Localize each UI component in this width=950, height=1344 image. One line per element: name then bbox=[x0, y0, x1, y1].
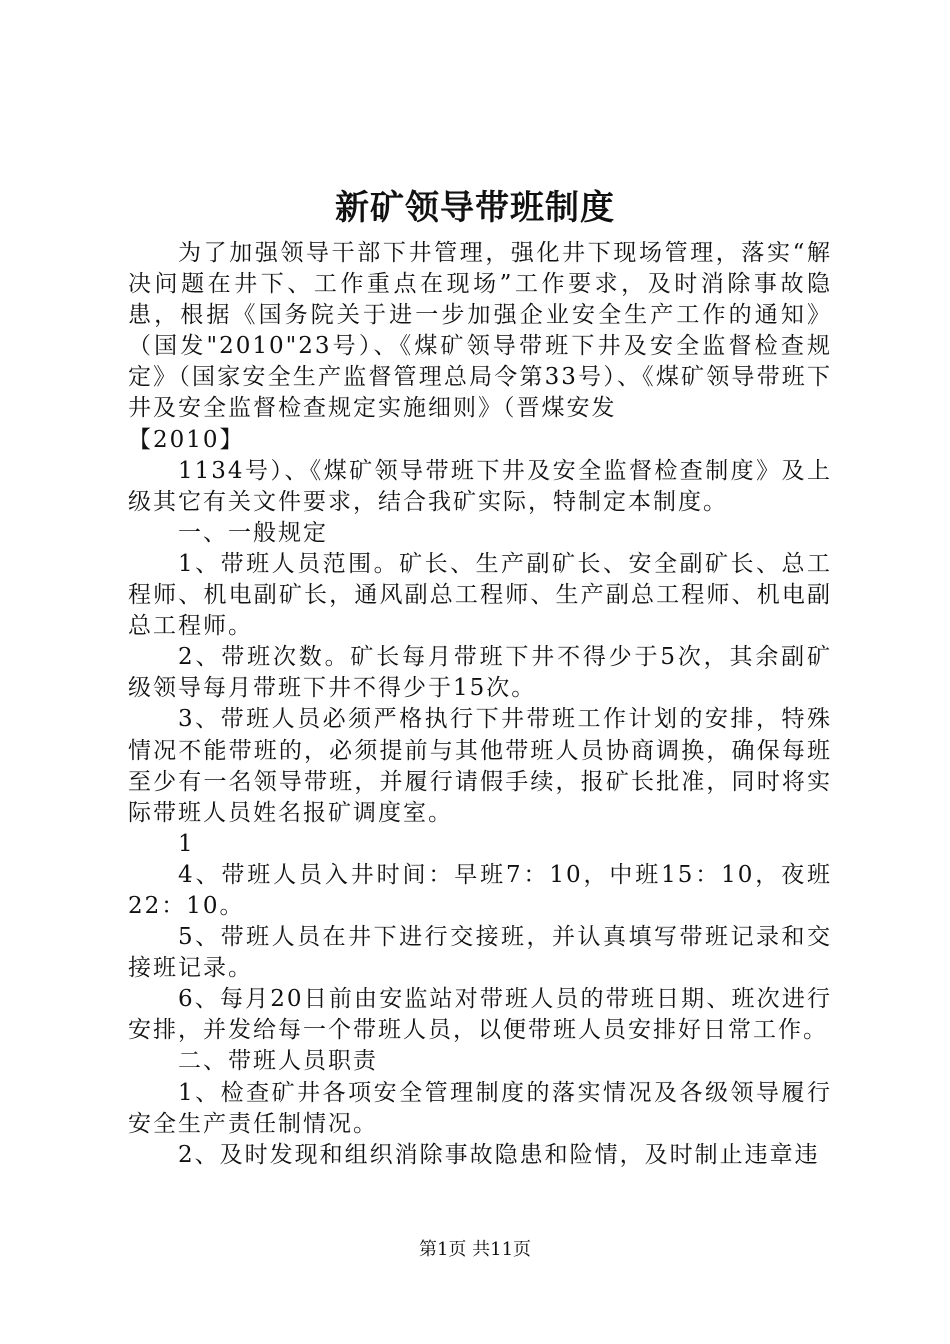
section-heading-general: 一、一般规定 bbox=[178, 519, 328, 546]
paragraph-item-4: 4、带班人员入井时间：早班7：10，中班15：10，夜班22：10。 bbox=[128, 861, 832, 919]
section-heading-duties: 二、带班人员职责 bbox=[178, 1048, 378, 1075]
paragraph-intro: 为了加强领导干部下井管理，强化井下现场管理，落实“解决问题在井下、工作重点在现场”工作要求，及时消除事故隐患，根据《国务院关于进一步加强企业安全生产工作的通知》（国发"2010"23号）、《煤矿领导带班下井及安全监督检查规定》（国家安全生产监督管理总局令第33号）、《煤矿领导带班下井及安全监督检查规定实施细则》（晋煤安发 bbox=[128, 240, 832, 422]
paragraph-item-1: 1、带班人员范围。矿长、生产副矿长、安全副矿长、总工程师、机电副矿长，通风副总工程师、生产副总工程师、机电副总工程师。 bbox=[128, 550, 832, 640]
stray-page-number: 1 bbox=[178, 830, 195, 857]
page-footer: 第1页 共11页 bbox=[418, 1239, 532, 1260]
paragraph-item-2: 2、带班次数。矿长每月带班下井不得少于5次，其余副矿级领导每月带班下井不得少于15次。 bbox=[128, 644, 832, 702]
paragraph-intro-continued: 1134号）、《煤矿领导带班下井及安全监督检查制度》及上级其它有关文件要求，结合我矿实际，特制定本制度。 bbox=[128, 457, 832, 515]
paragraph-item-5: 5、带班人员在井下进行交接班，并认真填写带班记录和交接班记录。 bbox=[128, 924, 832, 982]
document-body bbox=[128, 238, 832, 1171]
paragraph-duty-1: 1、检查矿井各项安全管理制度的落实情况及各级领导履行安全生产责任制情况。 bbox=[128, 1079, 832, 1137]
document-title: 新矿领导带班制度 bbox=[335, 188, 615, 228]
paragraph-doc-number: 【2010】 bbox=[128, 426, 245, 453]
paragraph-item-3: 3、带班人员必须严格执行下井带班工作计划的安排，特殊情况不能带班的，必须提前与其他带班人员协商调换，确保每班至少有一名领导带班，并履行请假手续，报矿长批准，同时将实际带班人员姓名报矿调度室。 bbox=[128, 706, 832, 826]
paragraph-duty-2: 2、及时发现和组织消除事故隐患和险情，及时制止违章违 bbox=[178, 1141, 820, 1168]
paragraph-item-6: 6、每月20日前由安监站对带班人员的带班日期、班次进行安排，并发给每一个带班人员，以便带班人员安排好日常工作。 bbox=[128, 986, 832, 1044]
